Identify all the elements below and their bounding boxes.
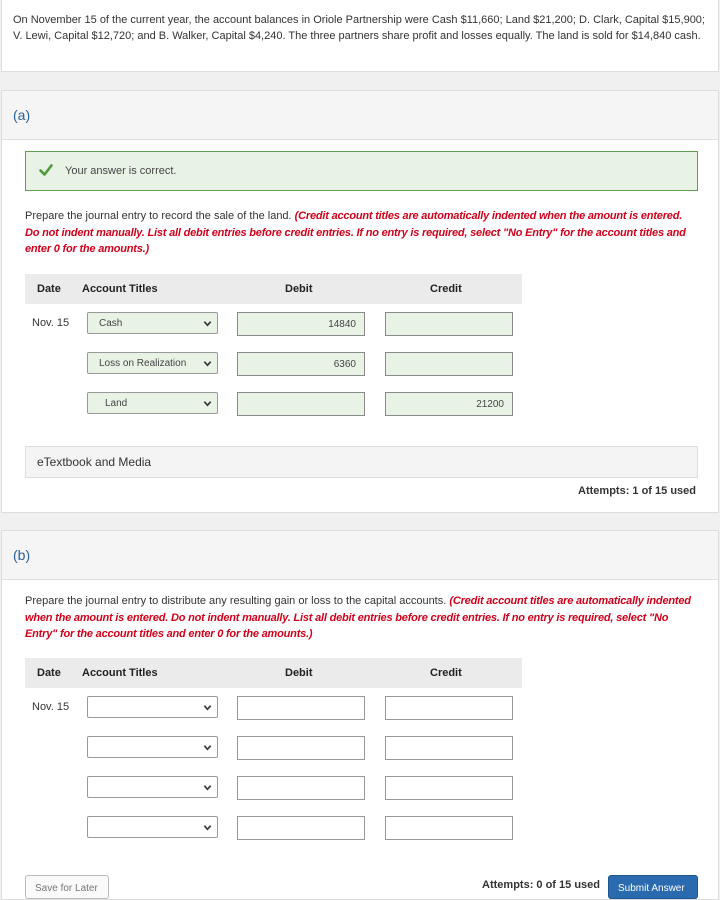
journal-row <box>25 352 625 376</box>
part-b-instructions <box>25 593 695 643</box>
chevron-down-icon <box>203 823 212 832</box>
debit-header: Debit <box>285 667 313 679</box>
credit-header: Credit <box>430 283 462 295</box>
attempts-counter: Attempts: 1 of 15 used <box>578 485 696 497</box>
credit-input[interactable] <box>385 776 513 800</box>
checkmark-icon <box>39 163 53 177</box>
journal-header <box>25 274 522 304</box>
debit-input[interactable] <box>237 696 365 720</box>
part-a-label: (a) <box>13 107 31 123</box>
account-header: Account Titles <box>82 667 158 679</box>
account-select[interactable] <box>87 776 218 798</box>
account-select[interactable] <box>87 312 218 334</box>
journal-row <box>25 696 625 720</box>
credit-input[interactable] <box>385 736 513 760</box>
part-b-label: (b) <box>13 547 31 563</box>
attempts-counter: Attempts: 0 of 15 used <box>482 879 600 891</box>
chevron-down-icon <box>203 743 212 752</box>
journal-row <box>25 816 625 840</box>
credit-header: Credit <box>430 667 462 679</box>
problem-text: On November 15 of the current year, the account balances in Oriole Partnership were Cash $11,660; Land $21,200; D. Clark, Capital $15,900; V. Lewi, Capital $12,720; and B. Walker, Capital $4,240. The three partners share profit and losses equally. The land is sold for $14,840 cash. <box>13 14 705 42</box>
debit-input[interactable] <box>237 736 365 760</box>
part-b-section <box>1 530 719 900</box>
journal-row <box>25 776 625 800</box>
feedback-message: Your answer is correct. <box>65 165 177 177</box>
submit-answer-button[interactable]: Submit Answer <box>608 875 698 899</box>
etextbook-media-link[interactable] <box>25 446 698 478</box>
part-a-instructions <box>25 208 695 258</box>
account-header: Account Titles <box>82 283 158 295</box>
chevron-down-icon <box>203 399 212 408</box>
journal-row <box>25 736 625 760</box>
chevron-down-icon <box>203 319 212 328</box>
problem-statement <box>1 0 719 72</box>
account-select[interactable] <box>87 352 218 374</box>
debit-header: Debit <box>285 283 313 295</box>
debit-input[interactable]: 14840 <box>237 312 365 336</box>
date-header: Date <box>37 667 61 679</box>
date-header: Date <box>37 283 61 295</box>
account-select[interactable] <box>87 696 218 718</box>
debit-input[interactable] <box>237 816 365 840</box>
debit-input[interactable]: 6360 <box>237 352 365 376</box>
credit-input[interactable] <box>385 696 513 720</box>
correct-feedback <box>25 151 698 191</box>
account-value: Cash <box>99 318 123 329</box>
debit-input[interactable] <box>237 392 365 416</box>
journal-row <box>25 312 625 336</box>
chevron-down-icon <box>203 703 212 712</box>
row-date: Nov. 15 <box>32 701 70 713</box>
account-value: Land <box>105 398 128 409</box>
credit-input[interactable] <box>385 352 513 376</box>
debit-input[interactable] <box>237 776 365 800</box>
credit-input[interactable]: 21200 <box>385 392 513 416</box>
credit-input[interactable] <box>385 312 513 336</box>
account-select[interactable] <box>87 392 218 414</box>
row-date: Nov. 15 <box>32 317 70 329</box>
journal-row <box>25 392 625 416</box>
save-for-later-button[interactable]: Save for Later <box>25 875 109 899</box>
instruction-text: Prepare the journal entry to distribute any resulting gain or loss to the capital accounts. <box>25 595 450 607</box>
instruction-note: (Credit account titles are automatically indented when the amount is entered. Do not indent manually. List all debit entries before credit entries. If no entry is required, select "No Entry" for the account titles and enter 0 for the amounts.) <box>25 595 691 640</box>
etextbook-label: eTextbook and Media <box>37 455 152 469</box>
account-select[interactable] <box>87 736 218 758</box>
account-value: Loss on Realization <box>99 358 187 369</box>
part-a-header <box>2 91 718 140</box>
journal-header <box>25 658 522 688</box>
chevron-down-icon <box>203 359 212 368</box>
account-select[interactable] <box>87 816 218 838</box>
credit-input[interactable] <box>385 816 513 840</box>
instruction-text: Prepare the journal entry to record the sale of the land. <box>25 210 295 222</box>
part-a-section <box>1 90 719 513</box>
chevron-down-icon <box>203 783 212 792</box>
part-b-header <box>2 531 718 580</box>
instruction-note: (Credit account titles are automatically indented when the amount is entered. Do not indent manually. List all debit entries before credit entries. If no entry is required, select "No Entry" for the account titles and enter 0 for the amounts.) <box>25 210 686 255</box>
